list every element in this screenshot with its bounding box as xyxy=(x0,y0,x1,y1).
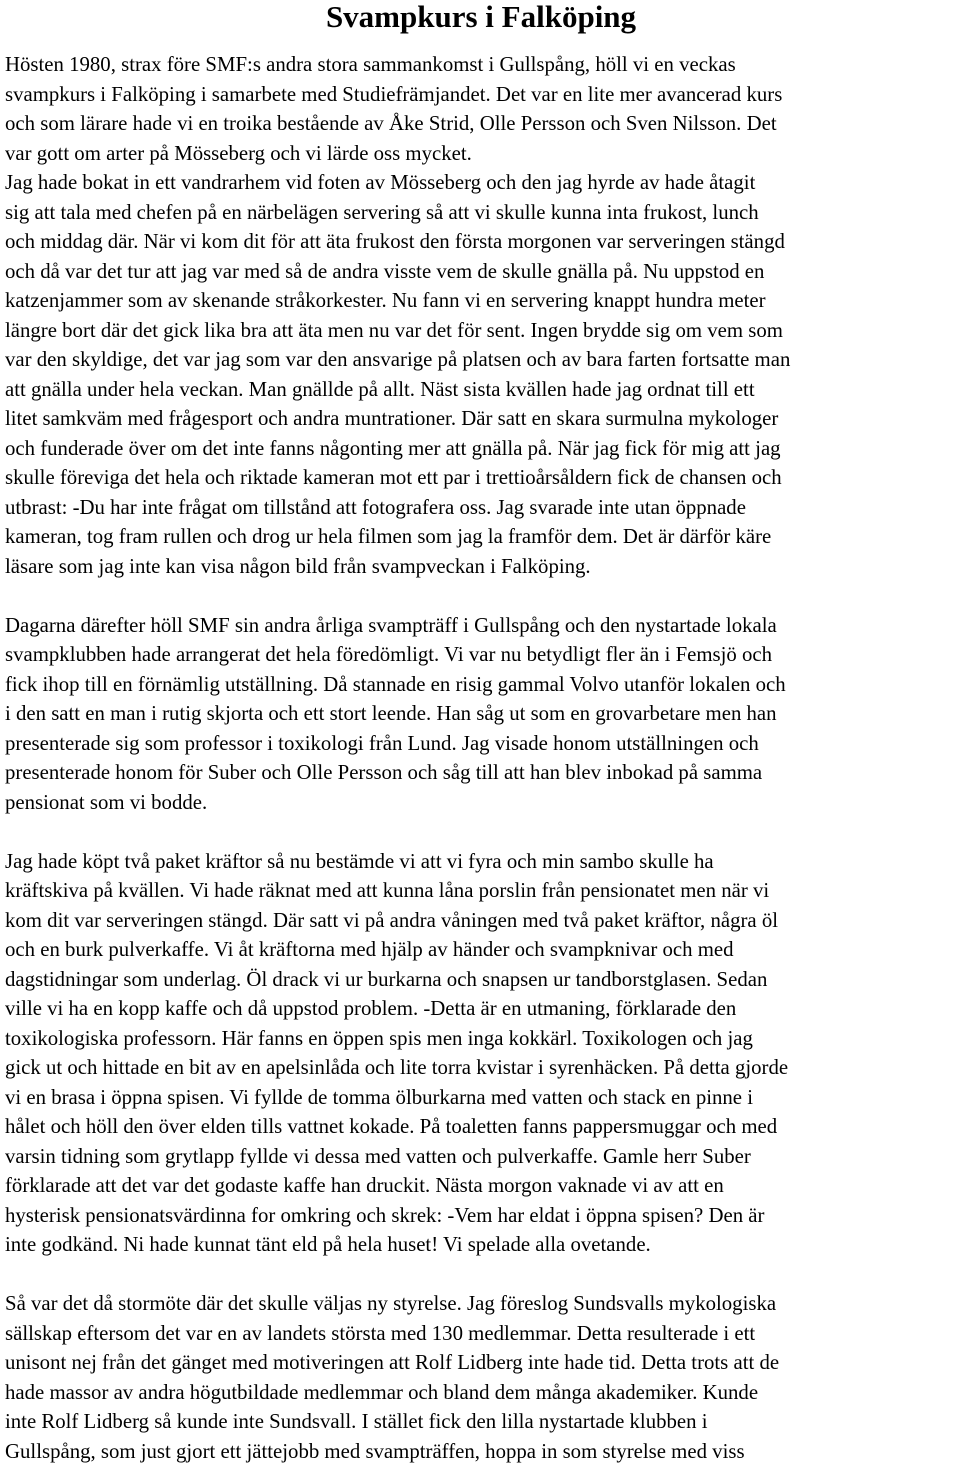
text-line: inte godkänd. Ni hade kunnat tänt eld på hela huset! Vi spelade alla ovetande. xyxy=(5,1230,957,1260)
text-line: svampkurs i Falköping i samarbete med Studiefrämjandet. Det var en lite mer avancerad kurs xyxy=(5,80,957,110)
text-line: sällskap eftersom det var en av landets största med 130 medlemmar. Detta resulterade i ett xyxy=(5,1319,957,1349)
text-line: presenterade sig som professor i toxikologi från Lund. Jag visade honom utställningen och xyxy=(5,729,957,759)
text-line: Dagarna därefter höll SMF sin andra årliga svampträff i Gullspång och den nystartade lokala xyxy=(5,611,957,641)
text-line: och middag där. När vi kom dit för att äta frukost den första morgonen var serveringen stängd xyxy=(5,227,957,257)
text-line: Gullspång, som just gjort ett jättejobb med svampträffen, hoppa in som styrelse med viss xyxy=(5,1437,957,1466)
paragraph xyxy=(5,1289,957,1466)
text-line: pensionat som vi bodde. xyxy=(5,788,957,818)
text-line: Så var det då stormöte där det skulle väljas ny styrelse. Jag föreslog Sundsvalls mykologiska xyxy=(5,1289,957,1319)
text-line: unisont nej från det gänget med motiveringen att Rolf Lidberg inte hade tid. Detta trots att de xyxy=(5,1348,957,1378)
text-line: längre bort där det gick lika bra att äta men nu var det för sent. Ingen brydde sig om vem som xyxy=(5,316,957,346)
text-line: gick ut och hittade en bit av en apelsinlåda och lite torra kvistar i syrenhäcken. På detta gjorde xyxy=(5,1053,957,1083)
text-line: hysterisk pensionatsvärdinna for omkring och skrek: -Vem har eldat i öppna spisen? Den är xyxy=(5,1201,957,1231)
text-line: dagstidningar som underlag. Öl drack vi ur burkarna och snapsen ur tandborstglasen. Sedan xyxy=(5,965,957,995)
paragraph-gap xyxy=(5,1260,957,1290)
text-line: Hösten 1980, strax före SMF:s andra stora sammankomst i Gullspång, höll vi en veckas xyxy=(5,50,957,80)
page-title: Svampkurs i Falköping xyxy=(5,0,957,50)
text-line: ville vi ha en kopp kaffe och då uppstod problem. -Detta är en utmaning, förklarade den xyxy=(5,994,957,1024)
paragraph xyxy=(5,847,957,1260)
text-line: svampklubben hade arrangerat det hela föredömligt. Vi var nu betydligt fler än i Femsjö och xyxy=(5,640,957,670)
text-line: förklarade att det var det godaste kaffe han druckit. Nästa morgon vaknade vi av att en xyxy=(5,1171,957,1201)
text-line: skulle föreviga det hela och riktade kameran mot ett par i trettioårsåldern fick de chansen och xyxy=(5,463,957,493)
text-line: varsin tidning som grytlapp fyllde vi dessa med vatten och pulverkaffe. Gamle herr Suber xyxy=(5,1142,957,1172)
text-line: Jag hade köpt två paket kräftor så nu bestämde vi att vi fyra och min sambo skulle ha xyxy=(5,847,957,877)
text-line: Jag hade bokat in ett vandrarhem vid foten av Mösseberg och den jag hyrde av hade åtagit xyxy=(5,168,957,198)
text-line: och en burk pulverkaffe. Vi åt kräftorna med hjälp av händer och svampknivar och med xyxy=(5,935,957,965)
text-line: inte Rolf Lidberg så kunde inte Sundsvall. I stället fick den lilla nystartade klubben i xyxy=(5,1407,957,1437)
text-line: vi en brasa i öppna spisen. Vi fyllde de tomma ölburkarna med vatten och stack en pinne i xyxy=(5,1083,957,1113)
text-line: i den satt en man i rutig skjorta och ett stort leende. Han såg ut som en grovarbetare men han xyxy=(5,699,957,729)
paragraph xyxy=(5,611,957,818)
text-line: att gnälla under hela veckan. Man gnällde på allt. Näst sista kvällen hade jag ordnat till ett xyxy=(5,375,957,405)
document-body xyxy=(5,50,957,1466)
text-line: läsare som jag inte kan visa någon bild från svampveckan i Falköping. xyxy=(5,552,957,582)
text-line: toxikologiska professorn. Här fanns en öppen spis men inga kokkärl. Toxikologen och jag xyxy=(5,1024,957,1054)
text-line: var den skyldige, det var jag som var den ansvarige på platsen och av bara farten fortsatte man xyxy=(5,345,957,375)
paragraph xyxy=(5,50,957,581)
text-line: fick ihop till en förnämlig utställning. Då stannade en risig gammal Volvo utanför lokalen och xyxy=(5,670,957,700)
text-line: och då var det tur att jag var med så de andra visste vem de skulle gnälla på. Nu uppstod en xyxy=(5,257,957,287)
text-line: hålet och höll den över elden tills vattnet kokade. På toaletten fanns pappersmuggar och med xyxy=(5,1112,957,1142)
text-line: sig att tala med chefen på en närbelägen servering så att vi skulle kunna inta frukost, lunch xyxy=(5,198,957,228)
text-line: och som lärare hade vi en troika bestående av Åke Strid, Olle Persson och Sven Nilsson. Det xyxy=(5,109,957,139)
text-line: var gott om arter på Mösseberg och vi lärde oss mycket. xyxy=(5,139,957,169)
text-line: kräftskiva på kvällen. Vi hade räknat med att kunna låna porslin från pensionatet men när vi xyxy=(5,876,957,906)
text-line: litet samkväm med frågesport och andra muntrationer. Där satt en skara surmulna mykologer xyxy=(5,404,957,434)
document-page xyxy=(5,0,957,1466)
text-line: katzenjammer som av skenande stråkorkester. Nu fann vi en servering knappt hundra meter xyxy=(5,286,957,316)
text-line: kameran, tog fram rullen och drog ur hela filmen som jag la framför dem. Det är därför käre xyxy=(5,522,957,552)
text-line: och funderade över om det inte fanns någonting mer att gnälla på. När jag fick för mig att jag xyxy=(5,434,957,464)
text-line: presenterade honom för Suber och Olle Persson och såg till att han blev inbokad på samma xyxy=(5,758,957,788)
paragraph-gap xyxy=(5,817,957,847)
text-line: utbrast: -Du har inte frågat om tillstånd att fotografera oss. Jag svarade inte utan öppnade xyxy=(5,493,957,523)
paragraph-gap xyxy=(5,581,957,611)
text-line: kom dit var serveringen stängd. Där satt vi på andra våningen med två paket kräftor, några öl xyxy=(5,906,957,936)
text-line: hade massor av andra högutbildade medlemmar och bland dem många akademiker. Kunde xyxy=(5,1378,957,1408)
